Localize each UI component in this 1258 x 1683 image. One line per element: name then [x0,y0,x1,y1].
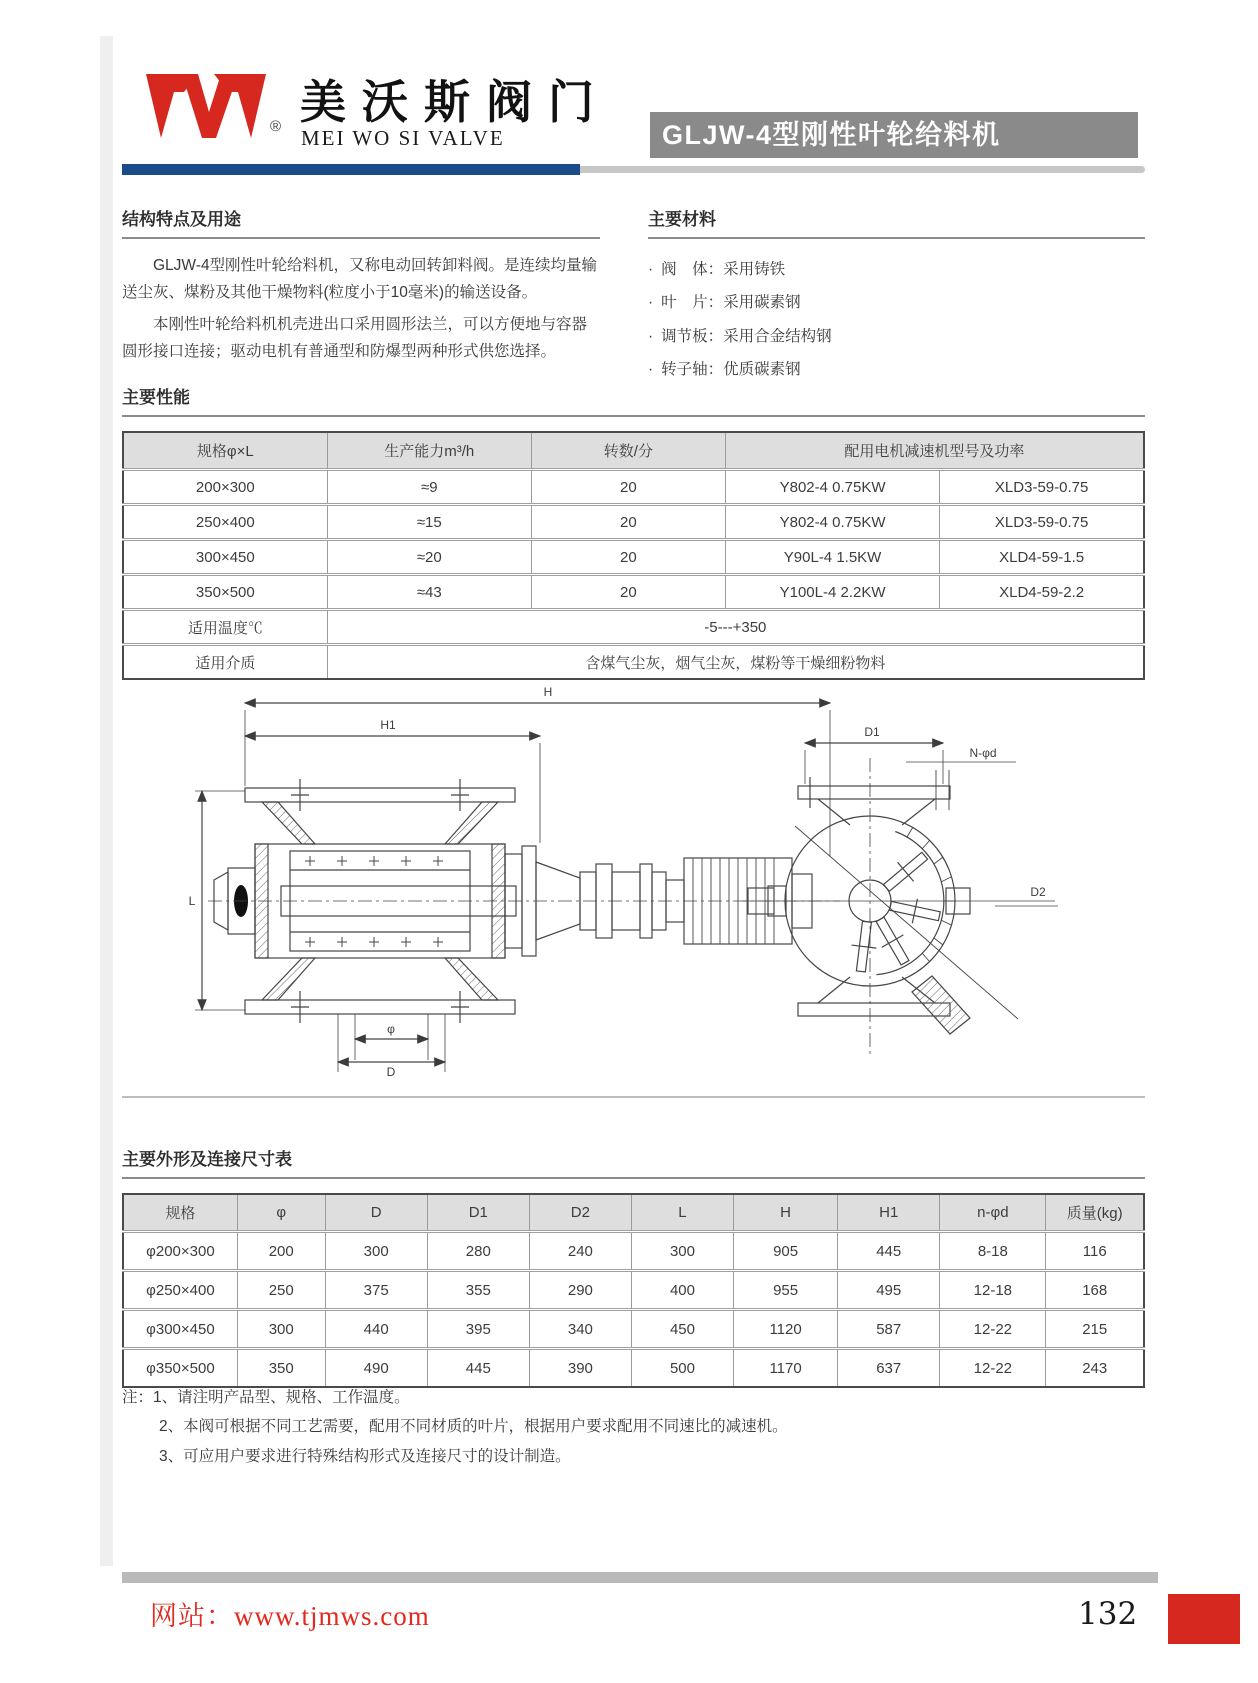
brand-name-chinese: 美沃斯阀门 [300,76,610,128]
header-rule-gray [580,166,1145,173]
bullet-icon: · [648,360,654,378]
column-header: L [631,1194,733,1232]
table-cell: XLD4-59-1.5 [940,540,1144,575]
bullet-icon: · [648,294,654,312]
table-cell: XLD3-59-0.75 [940,470,1144,505]
table-cell: 395 [427,1310,529,1349]
column-header: 质量(kg) [1046,1194,1144,1232]
dim-label-N-phid: N-φd [969,746,997,760]
table-cell: φ350×500 [123,1349,237,1388]
table-cell: XLD3-59-0.75 [940,505,1144,540]
table-cell: 350 [237,1349,325,1388]
table-cell: 适用介质 [123,645,327,680]
page-edge-shadow [100,36,113,1566]
table-cell: 1170 [734,1349,838,1388]
dim-label-D1: D1 [864,725,880,739]
section-title: 主要外形及连接尺寸表 [122,1145,1145,1179]
table-cell: 300×450 [123,540,327,575]
table-row [123,1271,1144,1310]
table-cell: ≈20 [327,540,531,575]
table-cell: 290 [529,1271,631,1310]
table-cell: ≈15 [327,505,531,540]
table-row [123,470,1144,505]
technical-drawings [150,658,1110,1078]
notes [122,1383,1042,1471]
dim-label-D2: D2 [1030,885,1046,899]
table-row [123,540,1144,575]
table-cell: ≈9 [327,470,531,505]
front-circular-view [742,743,1058,1056]
list-item [648,320,1145,353]
product-title-banner: GLJW-4型刚性叶轮给料机 [650,112,1138,158]
table-cell: ≈43 [327,575,531,610]
table-cell: 340 [529,1310,631,1349]
table-cell: 440 [325,1310,427,1349]
list-item-text: 叶 片：采用碳素钢 [661,294,801,312]
table-cell: 20 [531,505,725,540]
table-cell: -5---+350 [327,610,1144,645]
table-cell: Y100L-4 2.2KW [725,575,939,610]
table-row [123,1310,1144,1349]
brand-name-english: MEI WO SI VALVE [301,126,505,150]
table-cell: 390 [529,1349,631,1388]
table-cell: 355 [427,1271,529,1310]
table-cell: 243 [1046,1349,1144,1388]
table-cell: 116 [1046,1232,1144,1271]
section-dimensions [122,1145,1145,1388]
note-line [122,1412,1042,1441]
note-line [122,1383,1042,1412]
table-body [123,470,1144,610]
note-text: 2、本阀可根据不同工艺需要，配用不同材质的叶片，根据用户要求配用不同速比的减速机。 [159,1418,788,1436]
section-title: 主要材料 [648,205,1145,239]
note-line [122,1442,1042,1471]
table-cell: 250 [237,1271,325,1310]
table-cell: 8-18 [940,1232,1046,1271]
table-cell: 400 [631,1271,733,1310]
column-header: D1 [427,1194,529,1232]
table-cell: 587 [838,1310,940,1349]
dim-label-H: H [543,685,553,699]
table-cell: 240 [529,1232,631,1271]
table-cell: 20 [531,470,725,505]
section-performance [122,383,1145,680]
table-header [123,1194,1144,1232]
table-cell: 12-22 [940,1349,1046,1388]
column-header: φ [237,1194,325,1232]
column-header: 转数/分 [531,432,725,470]
table-cell: 490 [325,1349,427,1388]
column-header: D [325,1194,427,1232]
section-divider [122,1096,1145,1098]
column-header: 生产能力m³/h [327,432,531,470]
footer-rule [122,1572,1158,1583]
table-row [123,610,1144,645]
column-header: n-φd [940,1194,1046,1232]
table-cell: 200×300 [123,470,327,505]
table-cell: 350×500 [123,575,327,610]
table-row [123,1232,1144,1271]
company-logo-icon [140,62,272,144]
table-row [123,505,1144,540]
table-cell: 300 [631,1232,733,1271]
list-item [648,286,1145,319]
list-item-text: 转子轴：优质碳素钢 [661,360,801,378]
column-header: H [734,1194,838,1232]
materials-list [648,253,1145,386]
table-cell: Y802-4 0.75KW [725,505,939,540]
side-section-view [195,703,840,1072]
dim-label-H1: H1 [380,718,396,732]
section-title: 结构特点及用途 [122,205,600,239]
table-cell: 168 [1046,1271,1144,1310]
list-item-text: 调节板：采用合金结构钢 [661,327,832,345]
table-cell: 12-22 [940,1310,1046,1349]
table-cell: 215 [1046,1310,1144,1349]
table-cell: 含煤气尘灰，烟气尘灰，煤粉等干燥细粉物料 [327,645,1144,680]
table-cell: φ250×400 [123,1271,237,1310]
table-cell: Y802-4 0.75KW [725,470,939,505]
table-cell: φ200×300 [123,1232,237,1271]
table-cell: 20 [531,575,725,610]
table-cell: XLD4-59-2.2 [940,575,1144,610]
paragraph: 本刚性叶轮给料机机壳进出口采用圆形法兰，可以方便地与容器圆形接口连接；驱动电机有普通型和防爆型两种形式供您选择。 [122,316,588,360]
table-cell: 955 [734,1271,838,1310]
table-cell: Y90L-4 1.5KW [725,540,939,575]
table-cell: 300 [325,1232,427,1271]
table-cell: 500 [631,1349,733,1388]
table-row [123,575,1144,610]
bullet-icon: · [648,327,654,345]
table-cell: 280 [427,1232,529,1271]
table-cell: 1120 [734,1310,838,1349]
table-cell: 445 [838,1232,940,1271]
column-header: 配用电机减速机型号及功率 [725,432,1144,470]
note-text: 1、请注明产品型、规格、工作温度。 [153,1389,410,1406]
note-label: 注： [122,1389,154,1406]
table-cell: 250×400 [123,505,327,540]
dimensions-table [122,1193,1145,1388]
dim-label-D: D [386,1065,396,1078]
section-title: 主要性能 [122,383,1145,417]
table-cell: 20 [531,540,725,575]
column-header: 规格 [123,1194,237,1232]
section-features [122,205,600,366]
note-text: 3、可应用户要求进行特殊结构形式及连接尺寸的设计制造。 [159,1447,571,1465]
table-body [123,1232,1144,1388]
table-cell: 200 [237,1232,325,1271]
table-row [123,1349,1144,1388]
table-cell: 12-18 [940,1271,1046,1310]
column-header: D2 [529,1194,631,1232]
table-cell: 905 [734,1232,838,1271]
column-header: 规格φ×L [123,432,327,470]
table-cell: 300 [237,1310,325,1349]
feeder-drawing [150,658,1110,1078]
header-rule-blue [122,164,580,175]
dim-label-L: L [188,894,196,908]
paragraph: GLJW-4型刚性叶轮给料机，又称电动回转卸料阀。是连续均量输送尘灰、煤粉及其他干燥物料(粒度小于10毫米)的输送设备。 [122,257,598,301]
section-materials [648,205,1145,386]
list-item [648,353,1145,386]
page-number-block [1168,1594,1240,1644]
list-item [648,253,1145,286]
dim-label-phi: φ [387,1022,395,1036]
performance-table [122,431,1145,680]
table-header-row [123,1194,1144,1232]
table-header [123,432,1144,470]
page-number: 132 [1078,1596,1138,1632]
table-cell: 适用温度℃ [123,610,327,645]
table-cell: 445 [427,1349,529,1388]
table-cell: 450 [631,1310,733,1349]
table-header-row [123,432,1144,470]
table-cell: 495 [838,1271,940,1310]
list-item-text: 阀 体：采用铸铁 [661,261,786,278]
website-url: 网站：www.tjmws.com [150,1601,430,1631]
table-cell: φ300×450 [123,1310,237,1349]
bullet-icon: · [648,261,654,278]
table-cell: 375 [325,1271,427,1310]
column-header: H1 [838,1194,940,1232]
registered-mark: ® [270,118,282,135]
table-cell: 637 [838,1349,940,1388]
